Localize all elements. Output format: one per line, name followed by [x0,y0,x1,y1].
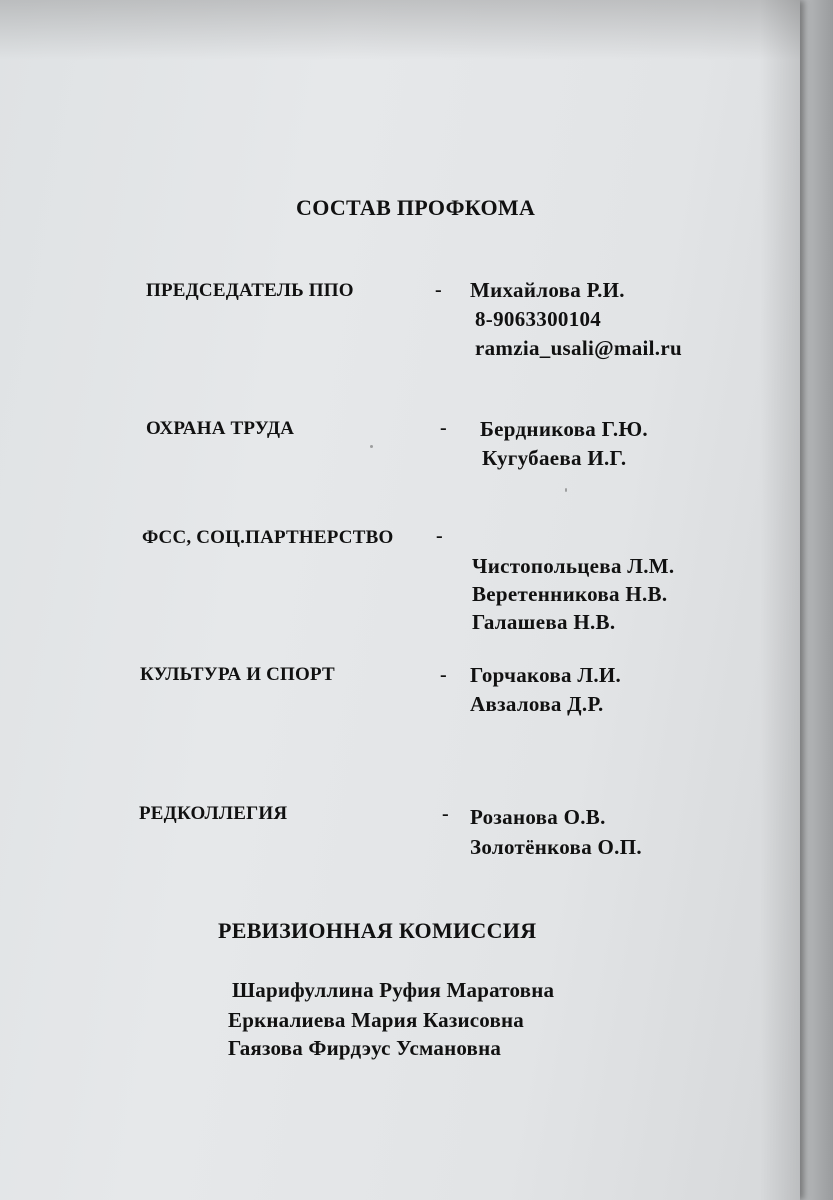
member-name: Галашева Н.В. [472,610,616,634]
section-label-editorial-board: РЕДКОЛЛЕГИЯ [139,803,288,824]
member-name: Розанова О.В. [470,805,606,829]
member-name: Золотёнкова О.П. [470,835,642,859]
member-name: Авзалова Д.Р. [470,692,604,716]
section-label-culture-sport: КУЛЬТУРА И СПОРТ [140,664,335,685]
member-name: Горчакова Л.И. [470,663,622,687]
section-label-labor-safety: ОХРАНА ТРУДА [146,418,295,439]
background-page-edge [797,0,833,1200]
phone-number: 8-9063300104 [475,307,602,331]
section-dash: - [440,417,447,439]
member-name: Михайлова Р.И. [470,278,625,302]
section-label-chairman: ПРЕДСЕДАТЕЛЬ ППО [146,280,354,301]
section-dash: - [436,525,443,547]
audit-member-name: Гаязова Фирдэус Усмановна [228,1036,502,1060]
email-address: ramzia_usali@mail.ru [475,336,682,360]
audit-member-name: Еркналиева Мария Казисовна [228,1008,525,1032]
member-name: Веретенникова Н.В. [472,582,668,606]
member-name: Чистопольцева Л.М. [472,554,675,578]
paper-speck [370,445,373,448]
section-label-social-partnership: ФСС, СОЦ.ПАРТНЕРСТВО [142,527,394,548]
section-dash: - [442,803,449,825]
section-dash: - [440,664,447,686]
document-title: СОСТАВ ПРОФКОМА [296,195,536,220]
section-dash: - [435,279,442,301]
member-name: Кугубаева И.Г. [482,446,627,470]
audit-commission-title: РЕВИЗИОННАЯ КОМИССИЯ [218,918,537,943]
member-name: Бердникова Г.Ю. [480,417,648,441]
paper-speck [565,488,567,492]
audit-member-name: Шарифуллина Руфия Маратовна [232,978,555,1002]
